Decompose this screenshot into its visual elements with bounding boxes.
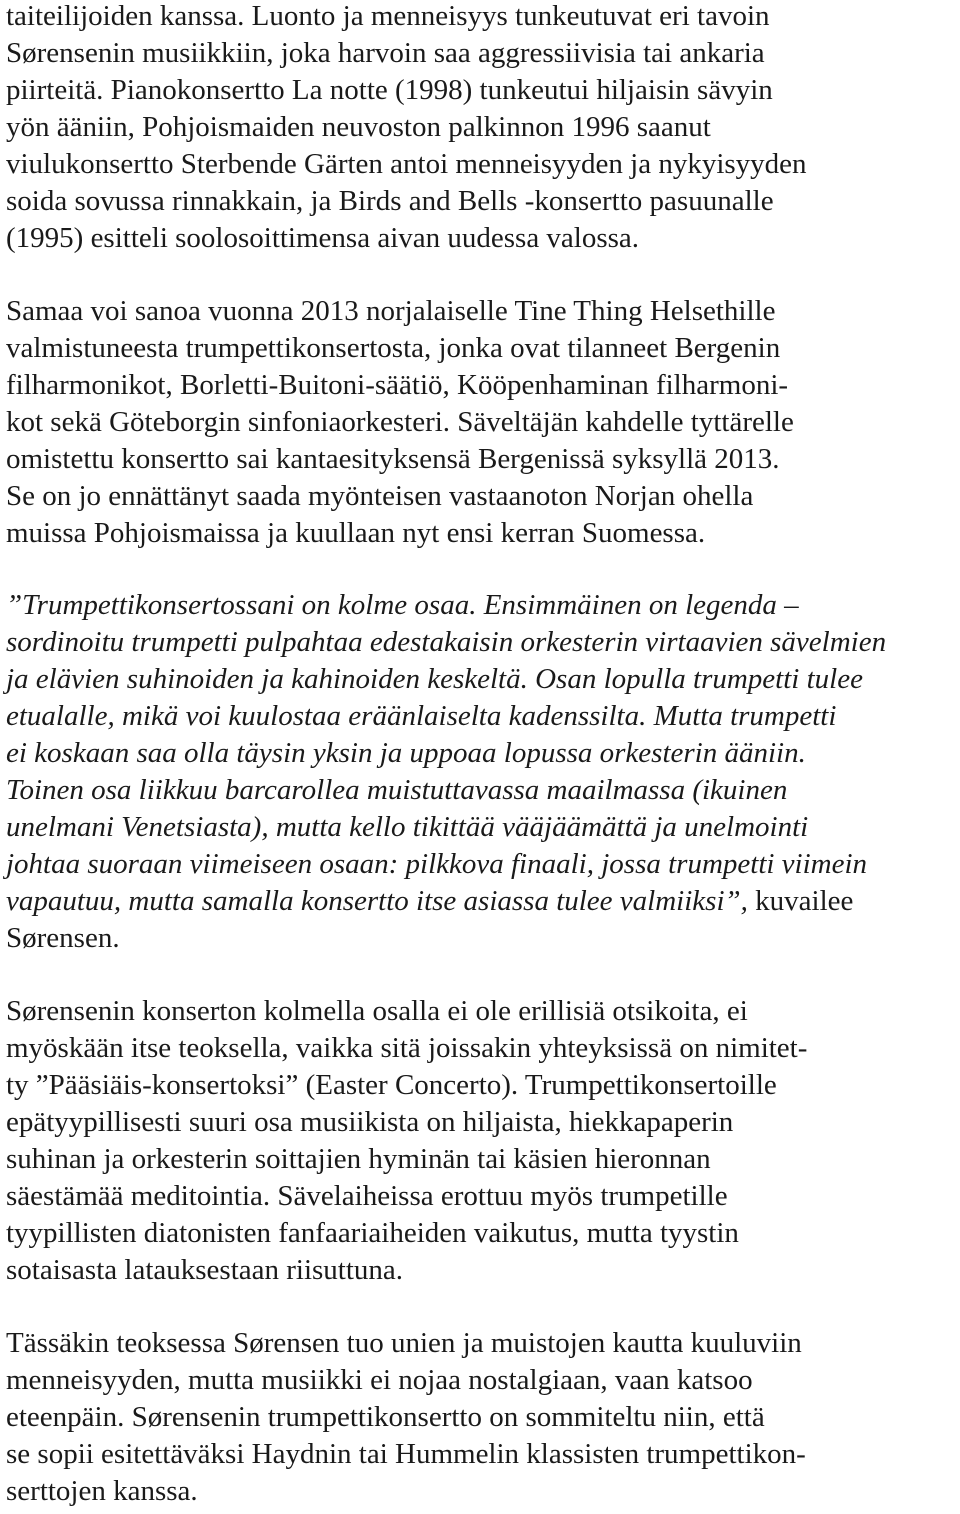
text-line: sotaisasta latauksestaan riisuttuna. xyxy=(6,1254,404,1286)
text-line: serttojen kanssa. xyxy=(6,1475,198,1507)
text-line: valmistuneesta trumpettikonsertosta, jonka ovat tilanneet Bergenin xyxy=(6,332,781,364)
quote-line: etualalle, mikä voi kuulostaa eräänlaiselta kadenssilta. Mutta trumpetti xyxy=(6,700,837,732)
text-line: tyypillisten diatonisten fanfaariaiheiden vaikutus, mutta tyystin xyxy=(6,1217,739,1249)
text-line: taiteilijoiden kanssa. Luonto ja menneisyys tunkeutuvat eri tavoin xyxy=(6,0,770,32)
text-line: säestämää meditointia. Sävelaiheissa erottuu myös trumpetille xyxy=(6,1180,728,1212)
paragraph-2 xyxy=(6,293,794,552)
quote-line: Toinen osa liikkuu barcarollea muistuttavassa maailmassa (ikuinen xyxy=(6,774,788,806)
text-line: suhinan ja orkesterin soittajien hyminän tai käsien hieronnan xyxy=(6,1143,711,1175)
text-line: Sørensenin musiikkiin, joka harvoin saa aggressiivisia tai ankaria xyxy=(6,37,765,69)
text-line: filharmonikot, Borletti-Buitoni-säätiö, Kööpenhaminan filharmoni- xyxy=(6,369,789,401)
text-line: ty ”Pääsiäis-konsertoksi” (Easter Concerto). Trumpettikonsertoille xyxy=(6,1069,777,1101)
text-line: eteenpäin. Sørensenin trumpettikonsertto on sommiteltu niin, että xyxy=(6,1401,765,1433)
text-line: se sopii esitettäväksi Haydnin tai Hummelin klassisten trumpettikon- xyxy=(6,1438,806,1470)
text-line: kot sekä Göteborgin sinfoniaorkesteri. Säveltäjän kahdelle tyttärelle xyxy=(6,406,794,438)
text-line: omistettu konsertto sai kantaesityksensä Bergenissä syksyllä 2013. xyxy=(6,443,780,475)
text-line: Tässäkin teoksessa Sørensen tuo unien ja muistojen kautta kuuluviin xyxy=(6,1327,802,1359)
text-line: Sørensenin konserton kolmella osalla ei ole erillisiä otsikoita, ei xyxy=(6,995,748,1027)
quote-line: johtaa suoraan viimeiseen osaan: pilkkova finaali, jossa trumpetti viimein xyxy=(6,848,868,880)
text-line: epätyypillisesti suuri osa musiikista on hiljaista, hiekkapaperin xyxy=(6,1106,734,1138)
paragraph-4 xyxy=(6,993,807,1289)
quote-line: ei koskaan saa olla täysin yksin ja uppoaa lopussa orkesterin ääniin. xyxy=(6,737,806,769)
quote-line: ”Trumpettikonsertossani on kolme osaa. Ensimmäinen on legenda – xyxy=(6,589,799,621)
text-line: soida sovussa rinnakkain, ja Birds and Bells -konsertto pasuunalle xyxy=(6,185,774,217)
text-line: Se on jo ennättänyt saada myönteisen vastaanoton Norjan ohella xyxy=(6,480,754,512)
text-line: menneisyyden, mutta musiikki ei nojaa nostalgiaan, vaan katsoo xyxy=(6,1364,753,1396)
text-line: myöskään itse teoksella, vaikka sitä joissakin yhteyksissä on nimitet- xyxy=(6,1032,808,1064)
text-line: muissa Pohjoismaissa ja kuullaan nyt ensi kerran Suomessa. xyxy=(6,517,706,549)
quote-line: sordinoitu trumpetti pulpahtaa edestakaisin orkesterin virtaavien sävelmien xyxy=(6,626,887,658)
text-line: yön ääniin, Pohjoismaiden neuvoston palkinnon 1996 saanut xyxy=(6,111,711,143)
quote-line: ja elävien suhinoiden ja kahinoiden keskeltä. Osan lopulla trumpetti tulee xyxy=(6,663,863,695)
quote-line-end: vapautuu, mutta samalla konsertto itse asiassa tulee valmiiksi”, xyxy=(6,885,748,917)
quote-line-mixed xyxy=(6,883,886,920)
quote-line: unelmani Venetsiasta), mutta kello tikittää vääjäämättä ja unelmointi xyxy=(6,811,809,843)
paragraph-3-quote xyxy=(6,587,886,957)
paragraph-5 xyxy=(6,1325,806,1510)
attribution-text: kuvailee xyxy=(747,885,854,917)
text-line: piirteitä. Pianokonsertto La notte (1998) tunkeutui hiljaisin sävyin xyxy=(6,74,773,106)
attribution-name: Sørensen. xyxy=(6,922,120,954)
paragraph-1 xyxy=(6,0,807,257)
text-line: viulukonsertto Sterbende Gärten antoi menneisyyden ja nykyisyyden xyxy=(6,148,807,180)
text-line: (1995) esitteli soolosoittimensa aivan uudessa valossa. xyxy=(6,222,640,254)
text-line: Samaa voi sanoa vuonna 2013 norjalaiselle Tine Thing Helsethille xyxy=(6,295,776,327)
